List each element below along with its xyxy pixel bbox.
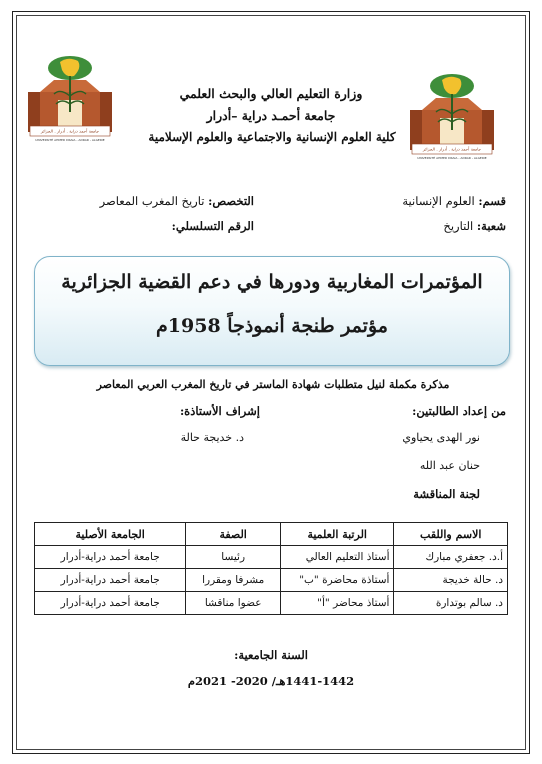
- column-header-university: الجامعة الأصلية: [35, 523, 186, 546]
- branch-label: شعبة:: [476, 219, 506, 233]
- member-role: رئيسا: [186, 546, 281, 569]
- specialty-value: تاريخ المغرب المعاصر: [99, 194, 205, 208]
- thesis-subtitle: مذكرة مكملة لنيل متطلبات شهادة الماستر في تاريخ المغرب العربي المعاصر: [96, 378, 450, 391]
- table-row: [35, 546, 508, 569]
- logo-ribbon-ar: جامعة أحمد دراية . أدرار . الجزائر: [40, 128, 100, 134]
- academic-year-value: 1441-1442هـ/ 2020- 2021م: [187, 674, 355, 688]
- university-logo-left: [24, 52, 116, 144]
- member-university: جامعة أحمد دراية-أدرار: [35, 569, 186, 592]
- supervisor-label: إشراف الأستاذة:: [179, 404, 260, 418]
- column-header-name: الاسم واللقب: [394, 523, 508, 546]
- serial-number-label: الرقم التسلسلي:: [171, 219, 254, 233]
- university-name: جامعة أحمـد دراية –أدرار: [206, 108, 336, 123]
- member-role: مشرفا ومقررا: [186, 569, 281, 592]
- ministry-name: وزارة التعليم العالي والبحث العلمي: [179, 86, 363, 101]
- logo-ribbon-fr-right: UNIVERSITÉ AHMED DRAIA - ADRAR - ALGERIE: [417, 156, 487, 160]
- student-name-1: نور الهدى يحياوي: [402, 431, 480, 444]
- university-logo-right: [406, 70, 498, 162]
- table-header-row: [35, 523, 508, 546]
- thesis-title-line2: مؤتمر طنجة أنموذجاً 1958م: [156, 315, 388, 337]
- member-rank: أستاذ التعليم العالي: [280, 546, 394, 569]
- thesis-title-line1: المؤتمرات المغاربية ودورها في دعم القضية الجزائرية: [61, 271, 483, 293]
- specialty-label: التخصص:: [208, 194, 254, 208]
- academic-year-label: السنة الجامعية:: [234, 648, 308, 662]
- supervisor-name: د. خديجة حالة: [180, 431, 244, 444]
- specialty-line: [64, 194, 254, 208]
- table-row: [35, 592, 508, 615]
- member-university: جامعة أحمد دراية-أدرار: [35, 546, 186, 569]
- committee-label: لجنة المناقشة: [413, 487, 480, 501]
- member-name: د. سالم بوتدارة: [394, 592, 508, 615]
- department-line: [402, 194, 506, 208]
- member-role: عضوا مناقشا: [186, 592, 281, 615]
- member-rank: أستاذ محاضر "أ": [280, 592, 394, 615]
- logo-ribbon-ar-right: جامعة أحمد دراية . أدرار . الجزائر: [422, 146, 482, 152]
- column-header-rank: الرتبة العلمية: [280, 523, 394, 546]
- committee-table: [34, 522, 508, 615]
- branch-line: [443, 219, 506, 233]
- member-rank: أستاذة محاضرة "ب": [280, 569, 394, 592]
- department-label: قسم:: [478, 194, 506, 208]
- member-name: د. حالة خديجة: [394, 569, 508, 592]
- member-name: أ.د. جعفري مبارك: [394, 546, 508, 569]
- student-name-2: حنان عبد الله: [419, 459, 480, 472]
- logo-ribbon-fr: UNIVERSITÉ AHMED DRAIA - ADRAR - ALGERIE: [35, 138, 105, 142]
- member-university: جامعة أحمد دراية-أدرار: [35, 592, 186, 615]
- students-label: من إعداد الطالبتين:: [412, 404, 506, 418]
- faculty-name: كلية العلوم الإنسانية والاجتماعية والعلوم الإسلامية: [148, 130, 396, 144]
- column-header-role: الصفة: [186, 523, 281, 546]
- department-value: العلوم الإنسانية: [402, 194, 475, 208]
- branch-value: التاريخ: [443, 219, 474, 233]
- table-row: [35, 569, 508, 592]
- thesis-title-banner: [34, 256, 510, 366]
